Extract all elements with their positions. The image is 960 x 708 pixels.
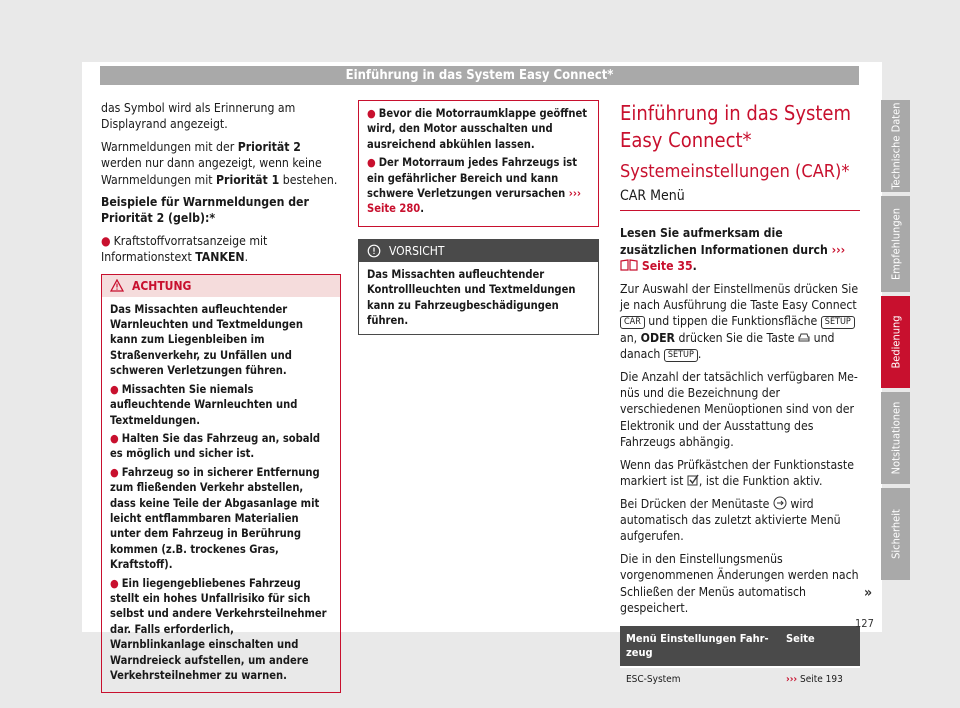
car-icon [798, 332, 810, 343]
note-box-header [359, 240, 598, 262]
note-body: Das Missachten aufleuchtender Kontrollleuchten und Textmeldungen kann zu Fahrzeugbeschädigungen führen. [367, 267, 576, 328]
note-box [358, 239, 599, 336]
paragraph: Wenn das Prüfkästchen der Funktionstaste markiert ist , ist die Funktion aktiv. [620, 457, 854, 489]
subsection-title: CAR Menü [620, 188, 860, 211]
paragraph: Die Anzahl der tatsächlich verfügbaren Menüs und die Bezeichnung der verschiedenen Menüoptionen sind von der Elektronik und der Ausstattung des Fahrzeugs abhängig. [620, 369, 858, 450]
caution-item: ● Der Motorraum jedes Fahrzeugs ist ein gefährlicher Bereich und kann schwere Verletzungen verursachen ››› Seite 280. [367, 156, 582, 216]
paragraph: Bei Drücken der Menütaste wird automatisch das zuletzt aktivierte Menü aufgerufen. [620, 496, 841, 544]
page-reference-link[interactable]: ››› Seite 280 [367, 187, 582, 216]
warning-title: ACHTUNG [132, 278, 192, 293]
chapter-title: Einführung in das System Easy Connect* [620, 101, 852, 152]
info-circle-icon [367, 244, 381, 258]
table-header-menu: Menü Einstellungen Fahrzeug [620, 626, 780, 667]
warning-item: ● Halten Sie das Fahrzeug an, sobald es möglich und sicher ist. [110, 431, 321, 461]
warning-box [101, 274, 341, 694]
warning-box-header [102, 275, 340, 297]
menu-key-icon [773, 496, 787, 510]
side-tab-empfehlungen[interactable]: Empfehlungen [881, 196, 910, 292]
checkbox-checked-icon [687, 474, 699, 486]
continue-arrow-icon: » [864, 585, 873, 601]
caution-continued-box [358, 100, 599, 227]
read-notice: Lesen Sie aufmerksam die zusätzlichen Informationen durch ››› Seite 35. [620, 226, 846, 274]
section-heading: Beispiele für Warnmeldungen der Priorität 2 (gelb):* [101, 195, 309, 226]
table-header-row [620, 626, 860, 667]
table-cell-menu: ESC-System [620, 667, 780, 692]
side-tab-bedienung[interactable]: Bedienung [881, 296, 910, 388]
page-header: Einführung in das System Easy Connect* [100, 66, 859, 85]
warning-item: ● Fahrzeug so in sicherer Entfernung zum fließenden Verkehr abstellen, dass keine Teile der Abgasanlage mit leicht entflammbaren Materialien unter dem Fahrzeug in Berührung kommen (z.B. trockenes Gras, Kraftstoff). [110, 465, 320, 572]
page-reference-link[interactable]: Seite 35 [638, 259, 693, 274]
page-number: 127 [855, 617, 874, 630]
bullet-item: ● Kraftstoffvorratsanzeige mit Informationstext TANKEN. [101, 233, 268, 265]
table-cell-page: ››› Seite 193 [780, 667, 860, 692]
paragraph: Die in den Einstellungsmenüs vorgenommenen Änderungen werden nach Schließen der Menüs automatisch gespeichert. [620, 551, 859, 615]
warning-triangle-icon [110, 279, 124, 292]
column-left [101, 100, 341, 693]
paragraph: Warnmeldungen mit der Priorität 2 werden nur dann angezeigt, wenn keine Warnmeldungen mit Priorität 1 bestehen. [101, 139, 338, 187]
settings-menu-table [620, 626, 860, 692]
paragraph: das Symbol wird als Erinnerung am Displayrand angezeigt. [101, 101, 296, 132]
warning-item: ● Ein liegengebliebenes Fahrzeug stellt ein hohes Unfallrisiko für sich selbst und andere Verkehrsteilnehmer dar. Falls erforderlich, Warnblinkanlage einschalten und Warndreieck aufstellen, um andere Verkehrsteilnehmer zu warnen. [110, 576, 327, 682]
side-tab-sicherheit[interactable]: Sicherheit [881, 488, 910, 580]
caution-item: ● Bevor die Motorraumklappe geöffnet wird, den Motor ausschalten und ausreichend abkühlen lassen. [367, 107, 588, 151]
setup-key-icon: SETUP [664, 349, 698, 362]
column-right [620, 100, 860, 693]
paragraph: Zur Auswahl der Einstellmenüs drücken Sie je nach Ausführung die Taste Easy Connect CAR und tippen die Funktionsfläche SETUP an, ODER drücken Sie die Taste und danach SETUP . [620, 281, 859, 362]
table-row [620, 667, 860, 692]
warning-item: ● Missachten Sie niemals aufleuchtende Warnleuchten und Textmeldungen. [110, 382, 298, 427]
table-header-page: Seite [780, 626, 860, 667]
warning-body [102, 297, 340, 693]
side-tab-notsituationen[interactable]: Notsituationen [881, 392, 910, 484]
book-warning-icon [620, 259, 638, 271]
setup-key-icon: SETUP [821, 316, 855, 329]
car-key-icon: CAR [620, 316, 645, 329]
section-title: Systemeinstellungen (CAR)* [620, 161, 850, 182]
note-title: VORSICHT [389, 243, 445, 258]
side-tab-technische-daten[interactable]: Technische Daten [881, 100, 910, 192]
bullet-icon: ● [101, 233, 111, 248]
warning-intro: Das Missachten aufleuchtender Warnleuchten und Textmeldungen kann zum Liegenbleiben im Straßenverkehr, zu Unfällen und schweren Verletzungen führen. [110, 302, 303, 378]
column-middle [358, 100, 599, 335]
